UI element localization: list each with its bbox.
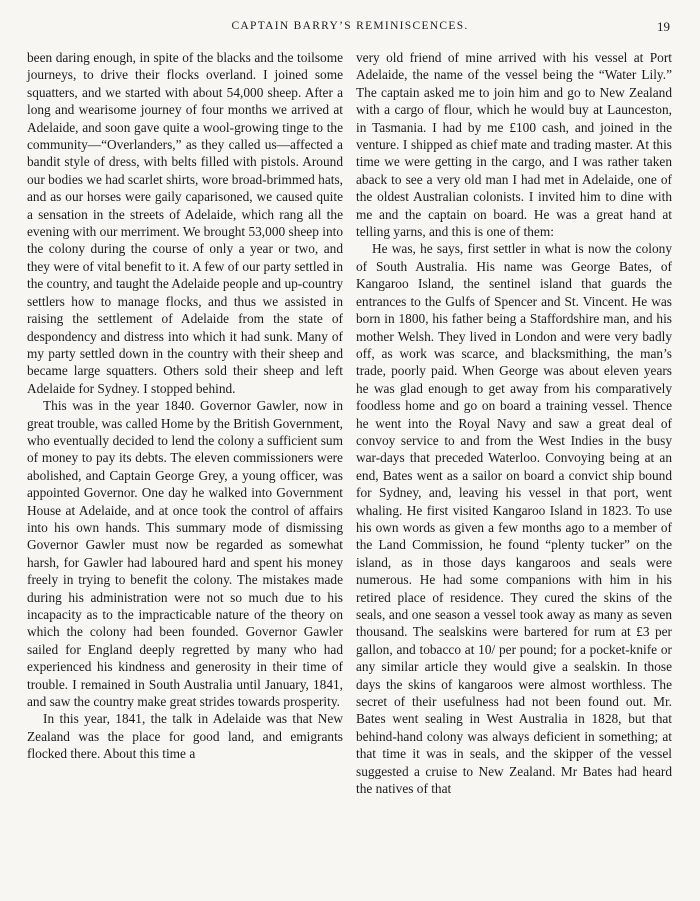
paragraph: This was in the year 1840. Governor Gawler, now in great trouble, was called Home by the British Government, who eventually decided to lend the colony a sufficient sum of money to pay its debts. The eleven commissioners were abolished, and Captain George Grey, a young officer, was appointed Governor. One day he walked into Government House at Adelaide, and at once took the control of affairs into his own hands. This summary mode of dismissing Governor Gawler must now be regarded as somewhat harsh, for Gawler had laboured hard and spent his money freely in trying to benefit the colony. The mistakes made during his administration were not so much due to his incapacity as to the impracticable nature of the theory on which the colony had been founded. Governor Gawler sailed for England deeply regretted by many who had experienced his kindness and generosity in their time of trouble. I remained in South Australia until January, 1841, and saw the country make great strides towards prosperity.: [27, 398, 343, 710]
right-column: [356, 49, 672, 797]
paragraph: He was, he says, first settler in what is now the colony of South Australia. His name was George Bates, of Kangaroo Island, the sentinel island that guards the entrances to the Gulfs of Spencer and St. Vincent. He was born in 1800, his father being a Staffordshire man, and his mother Welsh. They lived in London and were very badly off, as work was scarce, and blacksmithing, the man’s trade, poorly paid. When George was about eleven years he was glad enough to get away from his comparatively foodless home and go on board a training vessel. Thence he went into the Royal Navy and saw a great deal of convoy service to and from the West Indies in the busy war-days that preceded Waterloo. Convoying being at an end, Bates went as a sailor on board a convict ship bound for Sydney, and, leaving his vessel in that port, went whaling. He first visited Kangaroo Island in 1823. To use his own words as given a few months ago to a member of the Land Commission, he found “plenty tucker” on the island, as in those days kangaroos and seals were numerous. He had some companions with him in his retired place of residence. They cured the skins of the seals, and one season a vessel took away as many as seven thousand. The sealskins were bartered for rum at £3 per gallon, and tobacco at 10/ per pound; for a pocket-knife or any similar article they would give a sealskin. In those days the skins of kangaroos were almost worthless. The secret of their usefulness had not been found out. Mr. Bates went sealing in West Australia in 1828, but that behind-hand colony was always deficient in something; at that time it was in seals, and the skipper of the vessel suggested a cruise to New Zealand. Mr Bates had heard the natives of that: [356, 241, 672, 797]
left-column: [27, 49, 343, 763]
page-header: [0, 20, 700, 40]
paragraph: been daring enough, in spite of the blacks and the toilsome journeys, to drive their flocks overland. I joined some squatters, and we started with about 54,000 sheep. After a long and wearisome journey of four months we arrived at Adelaide, and soon gave quite a wool-growing tinge to the community—“Overlanders,” as they called us—affected a bandit style of dress, with belts filled with pistols. Around our bodies we had scarlet shirts, wore broad-brimmed hats, and as our horses were gaily caparisoned, we caused quite a sensation in the streets of Adelaide, which rang all the evening with our merriment. We brought 53,000 sheep into the colony during the course of only a year or two, and they were of vital benefit to it. A few of our party settled in the country, and taught the Adelaide people and up-country settlers how to manage flocks, and thus we assisted in raising the settlement of Adelaide from the state of despondency and distress into which it had sunk. Many of my party settled down in the country with their sheep and became large squatters. Others sold their sheep and left Adelaide for Sydney. I stopped behind.: [27, 50, 343, 396]
paragraph: In this year, 1841, the talk in Adelaide was that New Zealand was the place for good land, and emigrants flocked there. About this time a: [27, 711, 343, 762]
page-number: 19: [657, 19, 670, 34]
running-title: CAPTAIN BARRY’S REMINISCENCES.: [231, 20, 469, 32]
paragraph: very old friend of mine arrived with his vessel at Port Adelaide, the name of the vessel being the “Water Lily.” The captain asked me to join him and go to New Zealand with a cargo of flour, which he would buy at Launceston, in Tasmania. I had by me £100 cash, and joined in the venture. I shipped as chief mate and trading master. At this time we were getting in the cargo, and I was rather taken aback to see a very old man I had met in Adelaide, one of the oldest Australian colonists. I invited him to dine with me and the captain on board. He was a great hand at telling yarns, and this is one of them:: [356, 50, 672, 240]
